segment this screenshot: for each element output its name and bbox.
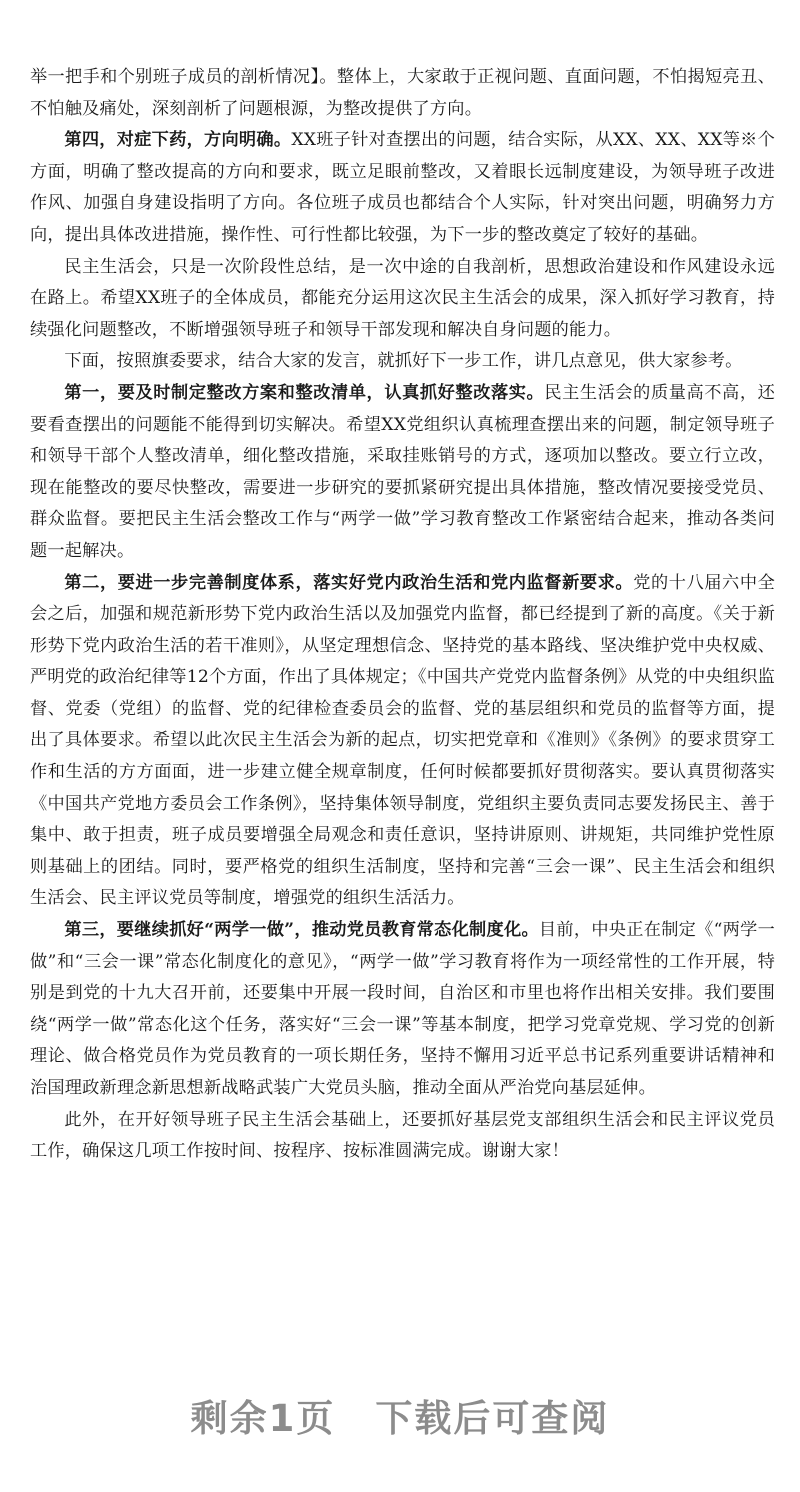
paragraph-2: 第四，对症下药，方向明确。XX班子针对查摆出的问题，结合实际，从XX、XX、XX等※个方面，明确了整改提高的方向和要求，既立足眼前整改，又着眼长远制度建设，为领导班子改进作风、加强自身建设指明了方向。各位班子成员也都结合个人实际，针对突出问题，明确努力方向，提出具体改进措施，操作性、可行性都比较强，为下一步的整改奠定了较好的基础。 xyxy=(30,130,776,245)
paragraph-heading: 第一，要及时制定整改方案和整改清单，认真抓好整改落实。 xyxy=(64,382,545,403)
download-prompt[interactable] xyxy=(0,1388,800,1442)
paragraph-4: 下面，按照旗委要求，结合大家的发言，就抓好下一步工作，讲几点意见，供大家参考。 xyxy=(64,351,743,372)
paragraph-1: 举一把手和个别班子成员的剖析情况】。整体上，大家敢于正视问题、直面问题，不怕揭短亮丑、不怕触及痛处，深刻剖析了问题根源，为整改提供了方向。 xyxy=(30,67,775,119)
document-body xyxy=(30,62,775,1168)
paragraph-heading: 第三，要继续抓好“两学一做”，推动党员教育常态化制度化。 xyxy=(64,920,539,941)
remaining-pages-label: 剩余1页 xyxy=(190,1397,336,1440)
download-to-view-label: 下载后可查阅 xyxy=(375,1397,610,1440)
paragraph-5: 第一，要及时制定整改方案和整改清单，认真抓好整改落实。民主生活会的质量高不高，还要看查摆出的问题能不能得到切实解决。希望XX党组织认真梳理查摆出来的问题，制定领导班子和领导干部个人整改清单，细化整改措施，采取挂账销号的方式，逐项加以整改。要立行立改，现在能整改的要尽快整改，需要进一步研究的要抓紧研究提出具体措施，整改情况要接受党员、群众监督。要把民主生活会整改工作与“两学一做”学习教育整改工作紧密结合起来，推动各类问题一起解决。 xyxy=(30,382,775,561)
paragraph-6: 第二，要进一步完善制度体系，落实好党内政治生活和党内监督新要求。党的十八届六中全会之后，加强和规范新形势下党内政治生活以及加强党内监督，都已经提到了新的高度。《关于新形势下党内政治生活的若干准则》，从坚定理想信念、坚持党的基本路线、坚决维护党中央权威、严明党的政治纪律等12个方面，作出了具体规定；《中国共产党党内监督条例》从党的中央组织监督、党委（党组）的监督、党的纪律检查委员会的监督、党的基层组织和党员的监督等方面，提出了具体要求。希望以此次民主生活会为新的起点，切实把党章和《准则》《条例》的要求贯穿工作和生活的方方面面，进一步建立健全规章制度，任何时候都要抓好贯彻落实。要认真贯彻落实《中国共产党地方委员会工作条例》，坚持集体领导制度，党组织主要负责同志要发扬民主、善于集中、敢于担责，班子成员要增强全局观念和责任意识，坚持讲原则、讲规矩，共同维护党性原则基础上的团结。同时，要严格党的组织生活制度，坚持和完善“三会一课”、民主生活会和组织生活会、民主评议党员等制度，增强党的组织生活活力。 xyxy=(30,572,775,909)
paragraph-heading: 第二，要进一步完善制度体系，落实好党内政治生活和党内监督新要求。 xyxy=(64,572,634,593)
paragraph-heading: 第四，对症下药，方向明确。 xyxy=(64,130,292,151)
paragraph-3: 民主生活会，只是一次阶段性总结，是一次中途的自我剖析，思想政治建设和作风建设永远在路上。希望XX班子的全体成员，都能充分运用这次民主生活会的成果，深入抓好学习教育，持续强化问题整改，不断增强领导班子和领导干部发现和解决自身问题的能力。 xyxy=(30,256,775,340)
paragraph-8: 此外，在开好领导班子民主生活会基础上，还要抓好基层党支部组织生活会和民主评议党员工作，确保这几项工作按时间、按程序、按标准圆满完成。谢谢大家！ xyxy=(30,1109,775,1162)
paragraph-7: 第三，要继续抓好“两学一做”，推动党员教育常态化制度化。目前，中央正在制定《“两学一做”和“三会一课”常态化制度化的意见》，“两学一做”学习教育将作为一项经常性的工作开展，特别是到党的十九大召开前，还要集中开展一段时间，自治区和市里也将作出相关安排。我们要围绕“两学一做”常态化这个任务，落实好“三会一课”等基本制度，把学习党章党规、学习党的创新理论、做合格党员作为党员教育的一项长期任务，坚持不懈用习近平总书记系列重要讲话精神和治国理政新理念新思想新战略武装广大党员头脑，推动全面从严治党向基层延伸。 xyxy=(30,920,776,1098)
